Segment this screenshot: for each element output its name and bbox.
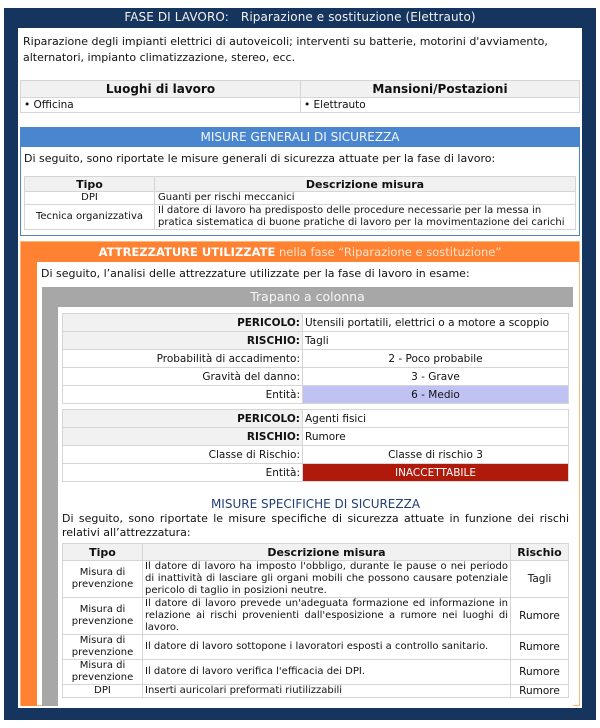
equipment-title-bold: ATTREZZATURE UTILIZZATE [98,245,276,259]
table-row [63,332,569,350]
probability-label: Probabilità di accadimento: [63,350,303,368]
general-measures-text: Di seguito, sono riportate le misure generali di sicurezza attuate per la fase di lavoro: [24,152,496,165]
risk-class-label: Classe di Rischio: [63,446,303,464]
rischio-cell: Rumore [511,635,569,660]
pericolo-label: PERICOLO: [63,410,303,428]
pericolo-value: Agenti fisici [303,410,569,428]
table-row [63,635,569,660]
equipment-side-bar [21,262,37,706]
descrizione-cell: Il datore di lavoro verifica l'efficacia dei DPI. [143,660,511,685]
equipment-intro: Di seguito, l’analisi delle attrezzature utilizzate per la fase di lavoro in esame: [41,267,470,280]
tipo-header: Tipo [25,177,155,192]
equipment-section [20,241,580,706]
role-cell: • Elettrauto [301,98,580,113]
descrizione-cell: Inserti auricolari preformati riutilizzabili [143,685,511,698]
rischio-cell: Rumore [511,685,569,698]
pericolo-label: PERICOLO: [63,314,303,332]
table-row [63,350,569,368]
descrizione-header: Descrizione misura [155,177,576,192]
specific-measures-title: MISURE SPECIFICHE DI SICUREZZA [210,497,421,511]
descrizione-cell: Il datore di lavoro prevede un'adeguata formazione ed informazione in relazione ai rischi provenienti dall'esposizione a rumore nei luoghi di lavoro. [143,598,511,635]
tipo-cell: DPI [25,192,155,205]
table-row [63,464,569,482]
work-phase-frame [4,8,596,720]
risk-table-tagli [62,313,569,404]
specific-measures-table [62,543,569,698]
descrizione-cell: Il datore di lavoro sottopone i lavoratori esposti a controllo sanitario. [143,635,511,660]
place-cell: • Officina [21,98,301,113]
descrizione-cell: Guanti per rischi meccanici [155,192,576,205]
tool-section [42,287,573,706]
work-phase-body [18,28,582,708]
work-phase-label: FASE DI LAVORO: [124,10,229,24]
table-row [63,446,569,464]
table-row [63,386,569,404]
general-measures-section [20,127,580,236]
rischio-value: Tagli [303,332,569,350]
phase-description: Riparazione degli impianti elettrici di autoveicoli; interventi su batterie, motorini d'avviamento, alternatori, impianto climatizzazione, stereo, ecc. [23,35,548,64]
work-phase-name: Riparazione e sostituzione (Elettrauto) [240,10,476,24]
equipment-title-rest: nella fase “Riparazione e sostituzione” [279,245,502,259]
general-measures-title: MISURE GENERALI DI SICUREZZA [21,128,579,147]
table-row [63,368,569,386]
table-row [21,98,580,113]
roles-header: Mansioni/Postazioni [301,81,580,98]
table-row [63,685,569,698]
places-header: Luoghi di lavoro [21,81,301,98]
specific-measures-text: Di seguito, sono riportate le misure specifiche di sicurezza attuate in funzione dei rischi relativi all’attrezzatura: [62,512,569,539]
rischio-label: RISCHIO: [63,428,303,446]
tipo-cell: Tecnica organizzativa [25,205,155,230]
tipo-header: Tipo [63,544,143,561]
table-row [63,561,569,598]
risk-table-rumore [62,409,569,482]
pericolo-value: Utensili portatili, elettrici o a motore a scoppio [303,314,569,332]
work-phase-title [4,8,596,28]
risk-class-value: Classe di rischio 3 [303,446,569,464]
table-row [63,660,569,685]
probability-value: 2 - Poco probabile [303,350,569,368]
rischio-header: Rischio [511,544,569,561]
table-row [63,314,569,332]
rischio-label: RISCHIO: [63,332,303,350]
table-row [25,192,576,205]
entity-label: Entità: [63,464,303,482]
entity-badge: INACCETTABILE [303,464,569,482]
tool-side-bar [42,307,58,706]
entity-label: Entità: [63,386,303,404]
tipo-cell: DPI [63,685,143,698]
tool-name: Trapano a colonna [42,287,573,307]
rischio-value: Rumore [303,428,569,446]
descrizione-cell: Il datore di lavoro ha imposto l'obbligo, durante le pause o nei periodo di inattività di lasciare gli organi mobili che possono causare potenziale pericolo di taglio in posizioni neutre. [143,561,511,598]
table-row [63,428,569,446]
severity-value: 3 - Grave [303,368,569,386]
table-row [63,598,569,635]
tipo-cell: Misura di prevenzione [63,598,143,635]
rischio-cell: Rumore [511,598,569,635]
general-measures-table [24,176,576,230]
severity-label: Gravità del danno: [63,368,303,386]
table-row [25,205,576,230]
tipo-cell: Misura di prevenzione [63,561,143,598]
equipment-title [21,242,579,262]
table-row [63,410,569,428]
places-table [20,80,580,113]
rischio-cell: Tagli [511,561,569,598]
rischio-cell: Rumore [511,660,569,685]
tipo-cell: Misura di prevenzione [63,635,143,660]
descrizione-header: Descrizione misura [143,544,511,561]
descrizione-cell: Il datore di lavoro ha predisposto delle procedure necessarie per la messa in pratica sistematica di buone pratiche di lavoro per la movimentazione dei carichi [155,205,576,230]
entity-badge: 6 - Medio [303,386,569,404]
tipo-cell: Misura di prevenzione [63,660,143,685]
